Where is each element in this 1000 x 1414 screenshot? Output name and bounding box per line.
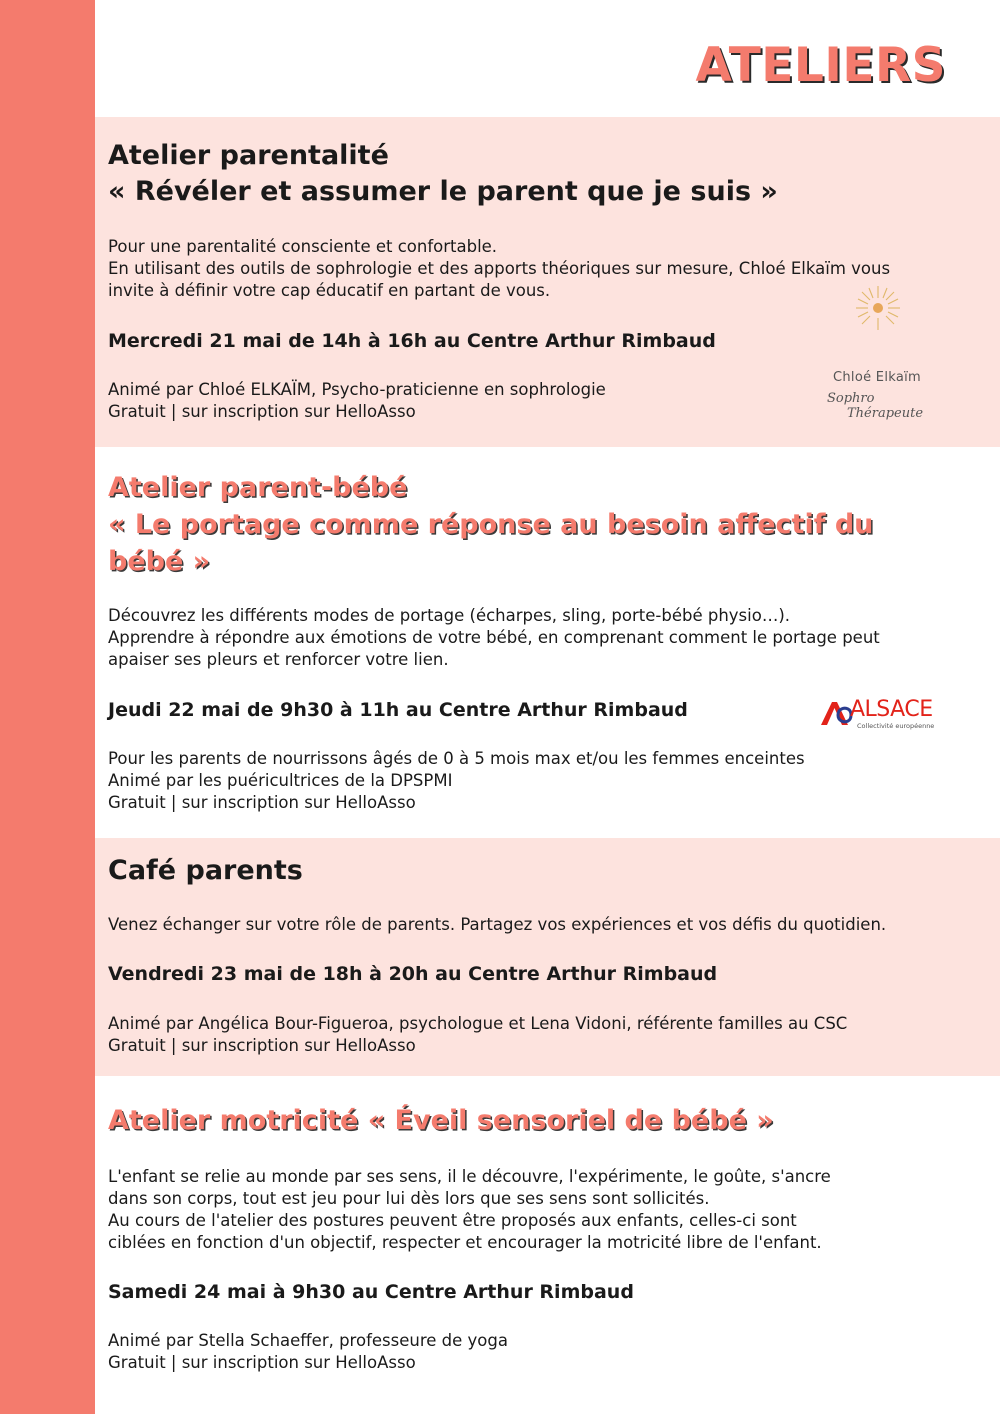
description-line: Au cours de l'atelier des postures peuvent être proposés aux enfants, celles-ci sont — [108, 1211, 797, 1230]
chloe-elkaim-logo — [817, 274, 947, 421]
heading-line: « Révéler et assumer le parent que je suis » — [108, 176, 778, 207]
logo-name: Chloé Elkaïm — [833, 370, 921, 385]
description-line: Découvrez les différents modes de portage (écharpes, sling, porte-bébé physio…). — [108, 606, 791, 625]
section-atelier-parentalite — [95, 117, 1000, 447]
info-line: Animé par Stella Schaeffer, professeure de yoga — [108, 1331, 508, 1350]
heading-line: Atelier motricité « Éveil sensoriel de bébé » — [108, 1105, 774, 1136]
logo-line1: Sophro — [827, 391, 875, 406]
info-line: Animé par Angélica Bour-Figueroa, psychologue et Lena Vidoni, référente familles au CSC — [108, 1014, 848, 1033]
section-heading — [108, 138, 778, 210]
section-heading — [108, 1102, 774, 1139]
section-heading — [108, 853, 303, 889]
alsace-tagline: Collectivité européenne — [857, 722, 935, 730]
left-accent-band — [0, 0, 95, 1414]
alsace-wordmark: ALSACE — [850, 697, 933, 722]
event-info — [108, 748, 805, 814]
event-info — [108, 379, 606, 423]
info-line: Gratuit | sur inscription sur HelloAsso — [108, 793, 416, 812]
section-cafe-parents — [95, 838, 1000, 1076]
info-line: Gratuit | sur inscription sur HelloAsso — [108, 402, 416, 421]
page-title: ATELIERS — [695, 38, 946, 93]
alsace-logo — [817, 697, 942, 731]
description-line: ciblées en fonction d'un objectif, respecter et encourager la motricité libre de l'enfant. — [108, 1233, 822, 1252]
info-line: Gratuit | sur inscription sur HelloAsso — [108, 1353, 416, 1372]
heading-line: Atelier parentalité — [108, 140, 389, 171]
section-atelier-parent-bebe — [95, 447, 1000, 838]
heading-line: Café parents — [108, 855, 303, 886]
section-description — [108, 236, 890, 302]
section-heading — [108, 469, 873, 580]
description-line: Apprendre à répondre aux émotions de votre bébé, en comprenant comment le portage peut — [108, 628, 880, 647]
info-line: Animé par les puéricultrices de la DPSPMI — [108, 771, 453, 790]
description-line: dans son corps, tout est jeu pour lui dès lors que ses sens sont sollicités. — [108, 1189, 710, 1208]
event-date: Samedi 24 mai à 9h30 au Centre Arthur Rimbaud — [108, 1281, 634, 1303]
description-line: Pour une parentalité consciente et confortable. — [108, 237, 498, 256]
info-line: Pour les parents de nourrissons âgés de 0 à 5 mois max et/ou les femmes enceintes — [108, 749, 805, 768]
section-description — [108, 914, 886, 936]
logo-line2: Thérapeute — [847, 406, 924, 421]
description-line: L'enfant se relie au monde par ses sens, il le découvre, l'expérimente, le goûte, s'ancre — [108, 1167, 831, 1186]
info-line: Gratuit | sur inscription sur HelloAsso — [108, 1036, 416, 1055]
heading-line: Atelier parent-bébé — [108, 472, 408, 503]
event-date: Jeudi 22 mai de 9h30 à 11h au Centre Arthur Rimbaud — [108, 699, 688, 721]
description-line: Venez échanger sur votre rôle de parents. Partagez vos expériences et vos défis du quotidien. — [108, 915, 887, 934]
description-line: invite à définir votre cap éducatif en partant de vous. — [108, 281, 551, 300]
info-line: Animé par Chloé ELKAÏM, Psycho-praticienne en sophrologie — [108, 380, 606, 399]
description-line: En utilisant des outils de sophrologie et des apports théoriques sur mesure, Chloé Elkaïm vous — [108, 259, 891, 278]
section-description — [108, 1166, 831, 1254]
event-info — [108, 1013, 847, 1057]
sun-icon — [817, 274, 947, 406]
heading-line: « Le portage comme réponse au besoin affectif du — [108, 509, 874, 540]
section-atelier-motricite — [95, 1076, 1000, 1414]
section-description — [108, 605, 880, 671]
event-info — [108, 1330, 508, 1374]
event-date: Mercredi 21 mai de 14h à 16h au Centre Arthur Rimbaud — [108, 330, 716, 352]
heading-line: bébé » — [108, 546, 211, 577]
event-date: Vendredi 23 mai de 18h à 20h au Centre Arthur Rimbaud — [108, 963, 718, 985]
description-line: apaiser ses pleurs et renforcer votre lien. — [108, 650, 449, 669]
